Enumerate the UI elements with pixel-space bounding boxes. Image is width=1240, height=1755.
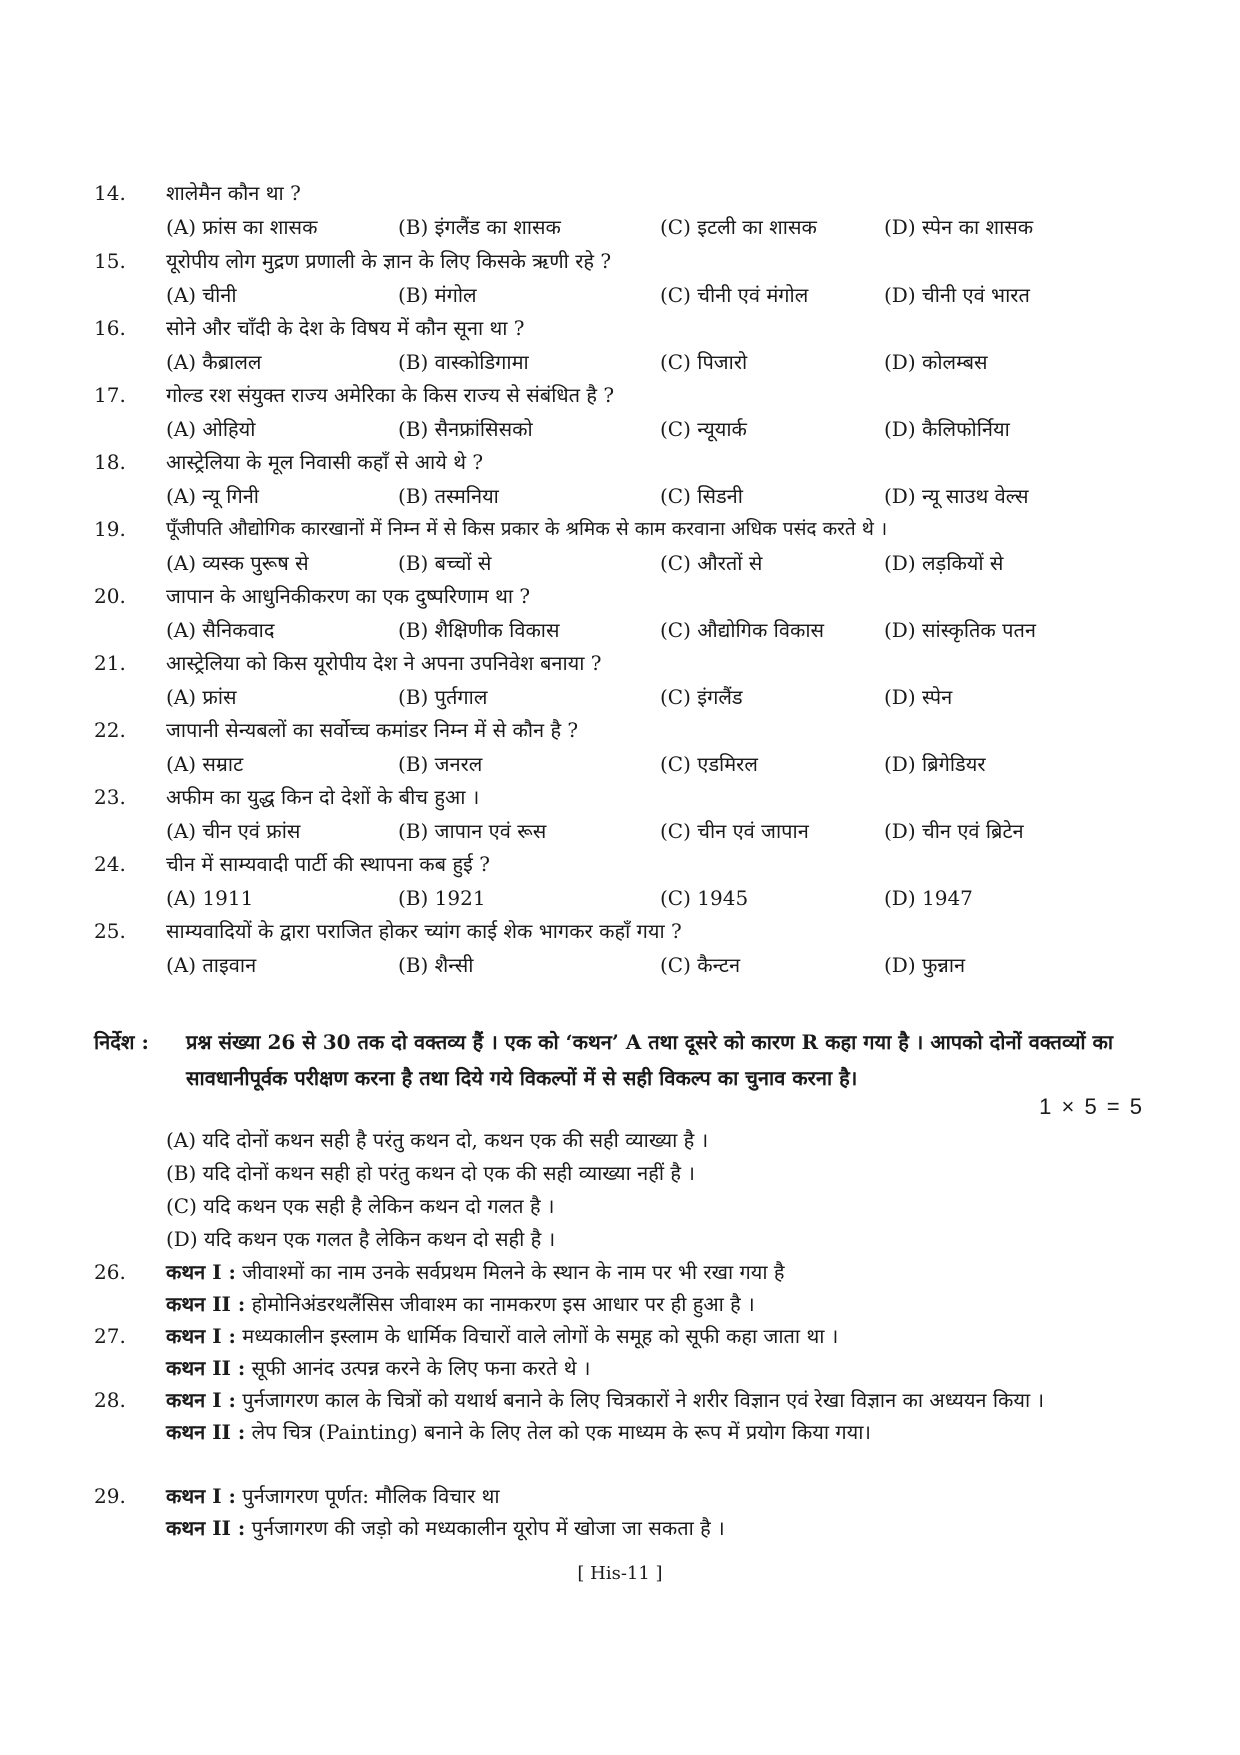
statement-number: 29. xyxy=(94,1484,126,1508)
question-14 xyxy=(94,176,1154,244)
option-b: (B) मंगोल xyxy=(398,283,477,307)
statement-2-text: लेप चित्र (Painting) बनाने के लिए तेल को एक माध्यम के रूप में प्रयोग किया गया। xyxy=(245,1420,871,1444)
statement-26 xyxy=(94,1256,1154,1320)
question-22 xyxy=(94,713,1154,781)
question-number: 17. xyxy=(94,383,126,407)
statement-1-label: कथन I : xyxy=(166,1260,236,1284)
option-b: (B) तस्मनिया xyxy=(398,484,499,508)
statement-2-label: कथन II : xyxy=(166,1292,246,1316)
choice-d: (D) यदि कथन एक गलत है लेकिन कथन दो सही है । xyxy=(166,1227,556,1251)
option-c: (C) सिडनी xyxy=(660,484,743,508)
option-c: (C) एडमिरल xyxy=(660,752,758,776)
question-text: चीन में साम्यवादी पार्टी की स्थापना कब हुई ? xyxy=(166,852,490,876)
option-c: (C) चीन एवं जापान xyxy=(660,819,809,843)
option-a: (A) व्यस्क पुरूष से xyxy=(166,551,309,575)
question-number: 15. xyxy=(94,249,126,273)
question-text: गोल्ड रश संयुक्त राज्य अमेरिका के किस राज्य से संबंधित है ? xyxy=(166,383,615,407)
question-number: 23. xyxy=(94,785,126,809)
option-d: (D) लड़कियों से xyxy=(884,551,1004,575)
statement-1-text: मध्यकालीन इस्लाम के धार्मिक विचारों वाले लोगों के समूह को सूफी कहा जाता था । xyxy=(235,1324,839,1348)
question-17 xyxy=(94,378,1154,446)
question-text: शालेमैन कौन था ? xyxy=(166,181,301,205)
option-d: (D) सांस्कृतिक पतन xyxy=(884,618,1036,642)
question-number: 19. xyxy=(94,517,126,541)
page-footer: [ His-11 ] xyxy=(577,1563,663,1584)
option-d: (D) ब्रिगेडियर xyxy=(884,752,986,776)
option-c: (C) औद्योगिक विकास xyxy=(660,618,825,642)
statement-2-label: कथन II : xyxy=(166,1420,246,1444)
option-b: (B) सैनफ्रांसिसको xyxy=(398,417,533,441)
option-d: (D) फुन्नान xyxy=(884,953,966,977)
choice-b: (B) यदि दोनों कथन सही हो परंतु कथन दो एक की सही व्याख्या नहीं है । xyxy=(166,1161,695,1185)
question-text: जापान के आधुनिकीकरण का एक दुष्परिणाम था ? xyxy=(166,584,531,608)
option-d: (D) कोलम्बस xyxy=(884,350,988,374)
direction-label: निर्देश : xyxy=(94,1030,149,1054)
statement-1-text: पुर्नजागरण पूर्णत: मौलिक विचार था xyxy=(235,1484,500,1508)
option-a: (A) न्यू गिनी xyxy=(166,484,259,508)
marks-scheme: 1 × 5 = 5 xyxy=(1039,1094,1144,1119)
statement-1-label: कथन I : xyxy=(166,1388,236,1412)
question-text: आस्ट्रेलिया को किस यूरोपीय देश ने अपना उपनिवेश बनाया ? xyxy=(166,651,602,675)
option-c: (C) कैन्टन xyxy=(660,953,741,977)
option-a: (A) ओहियो xyxy=(166,417,256,441)
statement-2-text: होमोनिअंडरथलैंसिस जीवाश्म का नामकरण इस आधार पर ही हुआ है । xyxy=(245,1292,755,1316)
option-a: (A) चीनी xyxy=(166,283,237,307)
option-c: (C) इंगलैंड xyxy=(660,685,743,709)
option-a: (A) फ्रांस xyxy=(166,685,237,709)
option-b: (B) शैन्सी xyxy=(398,953,474,977)
option-a: (A) फ्रांस का शासक xyxy=(166,215,318,239)
question-number: 18. xyxy=(94,450,126,474)
option-b: (B) जनरल xyxy=(398,752,483,776)
question-text: आस्ट्रेलिया के मूल निवासी कहाँ से आये थे ? xyxy=(166,450,484,474)
option-c: (C) चीनी एवं मंगोल xyxy=(660,283,809,307)
option-c: (C) इटली का शासक xyxy=(660,215,817,239)
question-text: साम्यवादियों के द्वारा पराजित होकर च्यांग काई शेक भागकर कहाँ गया ? xyxy=(166,919,682,943)
option-a: (A) ताइवान xyxy=(166,953,257,977)
direction-block xyxy=(94,1024,1144,1096)
question-number: 22. xyxy=(94,718,126,742)
question-number: 20. xyxy=(94,584,126,608)
question-text: जापानी सेन्यबलों का सर्वोच्च कमांडर निम्न में से कौन है ? xyxy=(166,718,579,742)
question-number: 24. xyxy=(94,852,126,876)
assertion-choices xyxy=(166,1124,1126,1256)
statement-number: 27. xyxy=(94,1324,126,1348)
question-23 xyxy=(94,780,1154,848)
question-number: 25. xyxy=(94,919,126,943)
choice-a: (A) यदि दोनों कथन सही है परंतु कथन दो, कथन एक की सही व्याख्या है । xyxy=(166,1128,709,1152)
statement-27 xyxy=(94,1320,1154,1384)
question-18 xyxy=(94,445,1154,513)
question-15 xyxy=(94,244,1154,312)
option-b: (B) जापान एवं रूस xyxy=(398,819,547,843)
option-a: (A) सैनिकवाद xyxy=(166,618,275,642)
question-text: सोने और चाँदी के देश के विषय में कौन सूना था ? xyxy=(166,316,525,340)
question-16 xyxy=(94,311,1154,379)
option-b: (B) शैक्षिणीक विकास xyxy=(398,618,560,642)
question-text: पूँजीपति औद्योगिक कारखानों में निम्न में से किस प्रकार के श्रमिक से काम करवाना अधिक पसंद करते थे । xyxy=(166,518,888,540)
statement-1-label: कथन I : xyxy=(166,1324,236,1348)
option-d: (D) चीन एवं ब्रिटेन xyxy=(884,819,1024,843)
option-d: (D) 1947 xyxy=(884,886,973,910)
option-b: (B) इंगलैंड का शासक xyxy=(398,215,561,239)
option-a: (A) चीन एवं फ्रांस xyxy=(166,819,301,843)
statement-29 xyxy=(94,1480,1154,1544)
question-19 xyxy=(94,512,1154,580)
statement-1-label: कथन I : xyxy=(166,1484,236,1508)
statement-number: 26. xyxy=(94,1260,126,1284)
statement-2-label: कथन II : xyxy=(166,1356,246,1380)
option-b: (B) पुर्तगाल xyxy=(398,685,488,709)
statement-1-text: पुर्नजागरण काल के चित्रों को यथार्थ बनाने के लिए चित्रकारों ने शरीर विज्ञान एवं रेखा विज्ञान का अध्ययन किया । xyxy=(235,1388,1045,1412)
statement-1-text: जीवाश्मों का नाम उनके सर्वप्रथम मिलने के स्थान के नाम पर भी रखा गया है xyxy=(235,1260,785,1284)
choice-c: (C) यदि कथन एक सही है लेकिन कथन दो गलत है । xyxy=(166,1194,555,1218)
question-text: यूरोपीय लोग मुद्रण प्रणाली के ज्ञान के लिए किसके ऋणी रहे ? xyxy=(166,249,612,273)
question-number: 16. xyxy=(94,316,126,340)
option-a: (A) सम्राट xyxy=(166,752,244,776)
question-number: 14. xyxy=(94,181,126,205)
option-d: (D) स्पेन का शासक xyxy=(884,215,1034,239)
statement-28 xyxy=(94,1384,1154,1448)
direction-text: प्रश्न संख्या 26 से 30 तक दो वक्तव्य हैं । एक को ‘कथन’ A तथा दूसरे को कारण R कहा गया है । आपको दोनों वक्तव्यों का सावधानीपूर्वक परीक्षण करना है तथा दिये गये विकल्पों में से सही विकल्प का चुनाव करना है। xyxy=(186,1030,1114,1090)
option-a: (A) 1911 xyxy=(166,886,254,910)
option-c: (C) न्यूयार्क xyxy=(660,417,747,441)
statement-2-text: पुर्नजागरण की जड़ो को मध्यकालीन यूरोप में खोजा जा सकता है । xyxy=(245,1516,725,1540)
option-b: (B) बच्चों से xyxy=(398,551,492,575)
question-20 xyxy=(94,579,1154,647)
statement-2-text: सूफी आनंद उत्पन्न करने के लिए फना करते थे । xyxy=(245,1356,591,1380)
question-24 xyxy=(94,847,1154,915)
question-text: अफीम का युद्ध किन दो देशों के बीच हुआ । xyxy=(166,785,480,809)
option-b: (B) वास्कोडिगामा xyxy=(398,350,529,374)
option-d: (D) चीनी एवं भारत xyxy=(884,283,1030,307)
question-number: 21. xyxy=(94,651,126,675)
statement-2-label: कथन II : xyxy=(166,1516,246,1540)
option-d: (D) न्यू साउथ वेल्स xyxy=(884,484,1029,508)
question-21 xyxy=(94,646,1154,714)
question-25 xyxy=(94,914,1154,982)
option-d: (D) स्पेन xyxy=(884,685,953,709)
option-c: (C) 1945 xyxy=(660,886,749,910)
option-d: (D) कैलिफोर्निया xyxy=(884,417,1010,441)
option-c: (C) पिजारो xyxy=(660,350,748,374)
option-a: (A) कैब्रालल xyxy=(166,350,262,374)
option-c: (C) औरतों से xyxy=(660,551,763,575)
statement-number: 28. xyxy=(94,1388,126,1412)
option-b: (B) 1921 xyxy=(398,886,486,910)
